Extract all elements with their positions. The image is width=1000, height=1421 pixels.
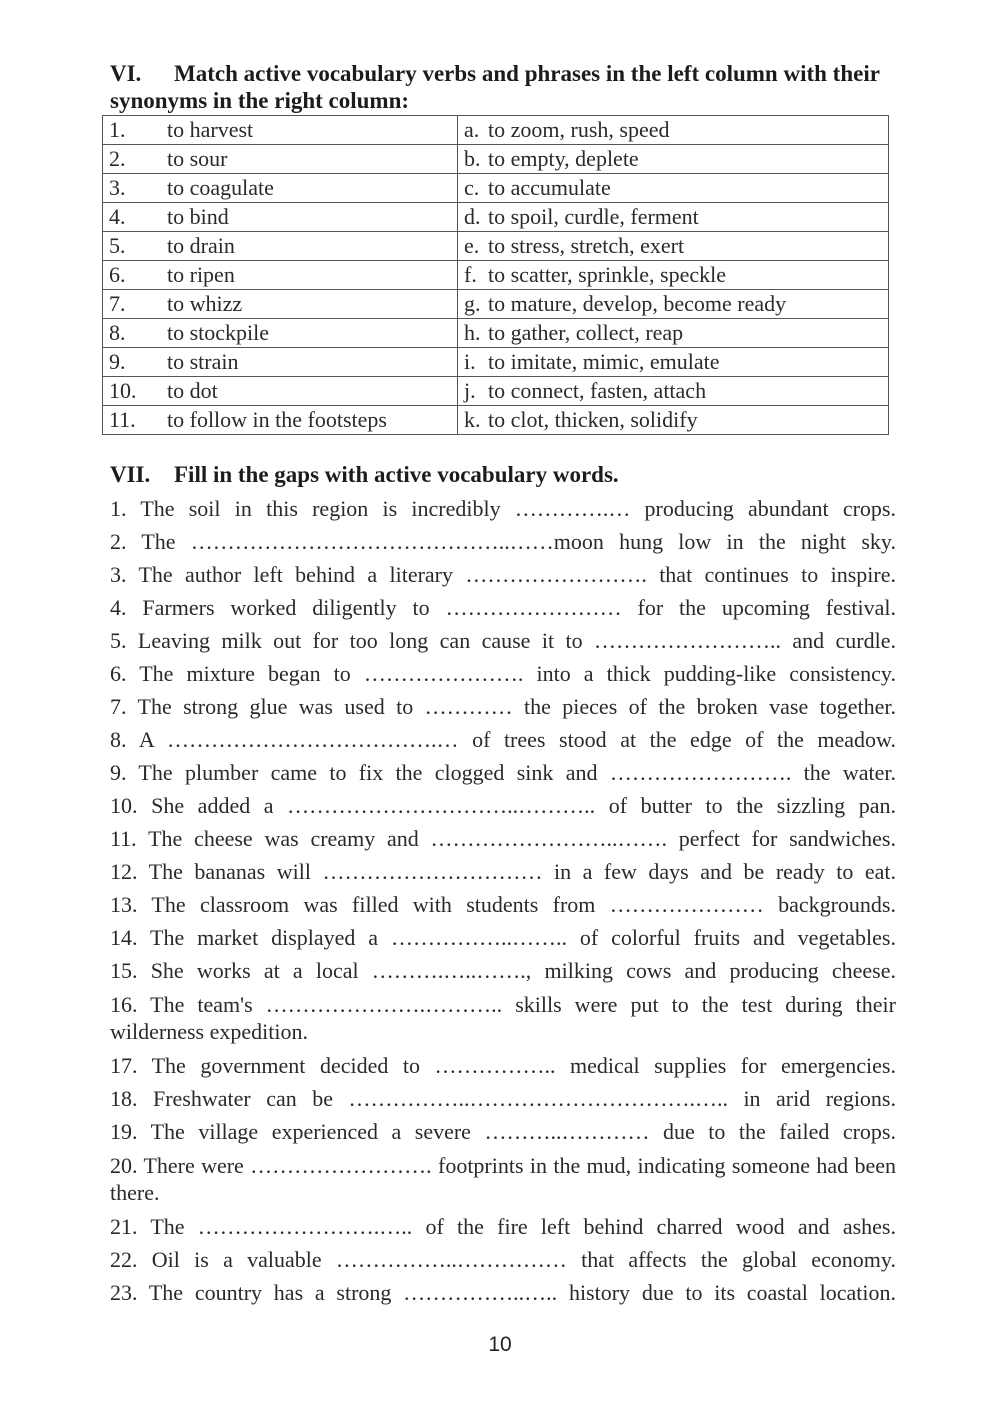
exercise-7-heading — [110, 461, 890, 488]
gap-sentence: 23. The country has a strong ……………..….. history due to its coastal location. — [110, 1280, 896, 1305]
term-cell — [103, 377, 458, 406]
synonym-cell — [458, 261, 889, 290]
gap-sentence: 16. The team's ………………….……….. skills were put to the test during their wilderness expedition. — [110, 992, 896, 1044]
term-number: 2. — [109, 146, 126, 171]
term-cell — [103, 145, 458, 174]
term-text: to bind — [167, 204, 229, 229]
term-cell — [103, 203, 458, 232]
term-number: 8. — [109, 320, 126, 345]
term-number: 4. — [109, 204, 126, 229]
synonym-text: to scatter, sprinkle, speckle — [488, 262, 726, 287]
matching-row — [103, 145, 889, 174]
term-cell — [103, 232, 458, 261]
term-number: 5. — [109, 233, 126, 258]
term-cell — [103, 319, 458, 348]
term-cell — [103, 116, 458, 145]
term-number: 11. — [109, 407, 136, 432]
gap-sentence: 14. The market displayed a ……………..…….. of colorful fruits and vegetables. — [110, 925, 896, 950]
synonym-letter: d. — [464, 204, 481, 229]
synonym-cell — [458, 116, 889, 145]
matching-row — [103, 232, 889, 261]
synonym-letter: k. — [464, 407, 481, 432]
term-text: to harvest — [167, 117, 254, 142]
gap-sentence: 12. The bananas will ………………………… in a few days and be ready to eat. — [110, 859, 896, 884]
synonym-cell — [458, 290, 889, 319]
gap-sentence: 17. The government decided to …………….. medical supplies for emergencies. — [110, 1053, 896, 1078]
term-cell — [103, 174, 458, 203]
exercise-7-title: Fill in the gaps with active vocabulary words. — [174, 462, 619, 487]
synonym-text: to gather, collect, reap — [488, 320, 684, 345]
synonym-text: to zoom, rush, speed — [488, 117, 670, 142]
matching-row — [103, 290, 889, 319]
synonym-text: to mature, develop, become ready — [488, 291, 787, 316]
matching-row — [103, 406, 889, 435]
gap-sentence: 4. Farmers worked diligently to …………………… for the upcoming festival. — [110, 595, 896, 620]
matching-row — [103, 377, 889, 406]
term-number: 6. — [109, 262, 126, 287]
term-cell — [103, 290, 458, 319]
synonym-cell — [458, 348, 889, 377]
gap-sentence: 20. There were ……………………. footprints in the mud, indicating someone had been there. — [110, 1153, 896, 1205]
synonym-cell — [458, 145, 889, 174]
term-number: 1. — [109, 117, 126, 142]
gap-sentence: 21. The …………………….….. of the fire left behind charred wood and ashes. — [110, 1214, 896, 1239]
matching-row — [103, 348, 889, 377]
gap-sentence: 5. Leaving milk out for too long can cause it to …………………….. and curdle. — [110, 628, 896, 653]
term-text: to sour — [167, 146, 228, 171]
synonym-cell — [458, 203, 889, 232]
gap-sentence: 18. Freshwater can be ……………..………………………….….. in arid regions. — [110, 1086, 896, 1111]
gap-sentence: 19. The village experienced a severe ………..………… due to the failed crops. — [110, 1119, 896, 1144]
synonym-cell — [458, 406, 889, 435]
gap-sentence: 10. She added a …………………………..……….. of butter to the sizzling pan. — [110, 793, 896, 818]
matching-row — [103, 174, 889, 203]
synonym-letter: g. — [464, 291, 481, 316]
gap-sentence: 15. She works at a local ……….…..……., milking cows and producing cheese. — [110, 958, 896, 983]
gap-sentence: 1. The soil in this region is incredibly ………….… producing abundant crops. — [110, 496, 896, 521]
term-cell — [103, 406, 458, 435]
synonym-cell — [458, 377, 889, 406]
gap-sentence: 13. The classroom was filled with students from ………………… backgrounds. — [110, 892, 896, 917]
matching-row — [103, 116, 889, 145]
synonym-text: to stress, stretch, exert — [488, 233, 685, 258]
exercise-7-number: VII. — [110, 462, 151, 487]
term-text: to strain — [167, 349, 239, 374]
term-text: to ripen — [167, 262, 235, 287]
gap-sentence: 8. A ……………………………….… of trees stood at the edge of the meadow. — [110, 727, 896, 752]
matching-row — [103, 319, 889, 348]
gap-sentence: 22. Oil is a valuable ……………..…………… that affects the global economy. — [110, 1247, 896, 1272]
matching-row — [103, 203, 889, 232]
page-number: 10 — [488, 1333, 512, 1356]
term-number: 9. — [109, 349, 126, 374]
synonym-text: to accumulate — [488, 175, 611, 200]
synonym-text: to connect, fasten, attach — [488, 378, 707, 403]
synonym-letter: e. — [464, 233, 480, 258]
gap-sentence: 6. The mixture began to …………………. into a thick pudding-like consistency. — [110, 661, 896, 686]
term-text: to coagulate — [167, 175, 274, 200]
synonym-cell — [458, 232, 889, 261]
synonym-letter: b. — [464, 146, 481, 171]
exercise-6-number: VI. — [110, 61, 142, 86]
synonym-letter: f. — [464, 262, 477, 287]
term-number: 10. — [109, 378, 137, 403]
synonym-cell — [458, 319, 889, 348]
term-text: to drain — [167, 233, 235, 258]
synonym-letter: i. — [464, 349, 476, 374]
exercise-6-title: Match active vocabulary verbs and phrases in the left column with their synonyms in the right column: — [110, 61, 880, 113]
gap-sentence: 7. The strong glue was used to ………… the pieces of the broken vase together. — [110, 694, 896, 719]
term-text: to dot — [167, 378, 218, 403]
term-cell — [103, 261, 458, 290]
term-text: to whizz — [167, 291, 243, 316]
matching-row — [103, 261, 889, 290]
matching-table-body — [103, 116, 889, 435]
synonym-text: to spoil, curdle, ferment — [488, 204, 699, 229]
synonym-text: to clot, thicken, solidify — [488, 407, 698, 432]
exercise-6-heading — [110, 60, 890, 114]
term-cell — [103, 348, 458, 377]
synonym-text: to imitate, mimic, emulate — [488, 349, 720, 374]
synonym-letter: h. — [464, 320, 481, 345]
synonym-letter: a. — [464, 117, 480, 142]
term-number: 7. — [109, 291, 126, 316]
gap-sentence: 3. The author left behind a literary ……………………. that continues to inspire. — [110, 562, 896, 587]
gap-sentence: 9. The plumber came to fix the clogged sink and ……………………. the water. — [110, 760, 896, 785]
term-number: 3. — [109, 175, 126, 200]
synonym-cell — [458, 174, 889, 203]
synonym-text: to empty, deplete — [488, 146, 639, 171]
synonym-letter: c. — [464, 175, 480, 200]
matching-table — [102, 115, 889, 435]
term-text: to stockpile — [167, 320, 270, 345]
gap-sentence: 2. The ……………………………………..……moon hung low in the night sky. — [110, 529, 896, 554]
term-text: to follow in the footsteps — [167, 407, 387, 432]
synonym-letter: j. — [464, 378, 476, 403]
gap-sentence: 11. The cheese was creamy and ……………………..……. perfect for sandwiches. — [110, 826, 896, 851]
